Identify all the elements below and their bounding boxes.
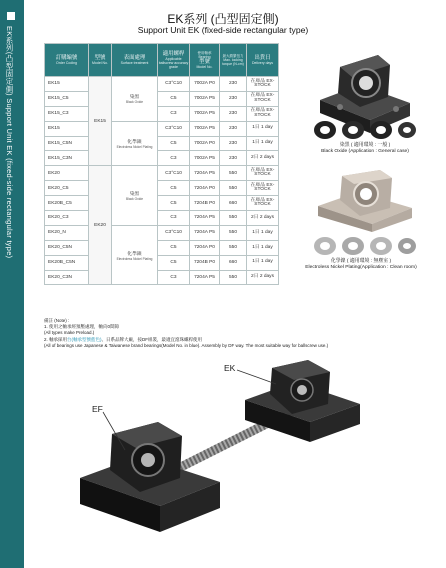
treatment-nickel-20: 化學鎳 Electroless Nickel Plating: [112, 225, 158, 285]
table-row: EK15 化學鎳 Electroless Nickel Plating C3°C10 7002A P5 230 1日 1 day: [45, 121, 279, 136]
header-order: 訂購編號 Order Coding: [45, 44, 89, 77]
treatment-nickel-15: 化學鎳 Electroless Nickel Plating: [112, 121, 158, 166]
black-rings-image: [303, 118, 427, 142]
table-row: EK15_C5N C5 7002A P0 230 1日 1 day: [45, 136, 279, 151]
sidebar: [0, 0, 24, 568]
label-ef: EF: [92, 404, 103, 414]
page-subtitle: Support Unit EK (fixed-side rectangular type): [137, 25, 309, 35]
table-row: EK20_C3N C3 7204A P5 550 2日 2 days: [45, 270, 279, 285]
header-grade: 適用螺桿 Applicable ballscrew accuracy grade: [158, 44, 190, 77]
header-force: 最大鎖緊扭力 Max. locking torque (N-cm): [220, 44, 247, 77]
table-row: EK15 EK15 染黑 Black Oxide C3°C10 7002A P0 230 在庫品 EX-STOCK: [45, 77, 279, 92]
treatment-black-20: 染黑 Black Oxide: [112, 166, 158, 226]
spec-table: [44, 43, 279, 285]
page-title: EK系列 (凸型固定側): [167, 12, 279, 26]
nickel-rings-image: [303, 234, 427, 258]
header-model: 型號 Model No.: [89, 44, 112, 77]
table-row: EK20B_C5 C5 7204B P0 660 在庫品 EX-STOCK: [45, 196, 279, 211]
header-bearing-model: 使用軸承 Bearing 型號 Model No.: [190, 44, 220, 77]
table-row: EK20 EK20 染黑 Black Oxide C3°C10 7204A P5 550 在庫品 EX-STOCK: [45, 166, 279, 181]
table-row: EK15_C3 C3 7002A P5 230 在庫品 EX-STOCK: [45, 106, 279, 121]
header-delivery: 出貨日 Delivery days: [247, 44, 279, 77]
table-row: EK20_C3 C3 7204A P5 550 2日 2 days: [45, 211, 279, 226]
caption-nickel: 化學鎳 ( 適用環境 : 無塵室 ) Electroless Nickel Plating(Application : Clean room): [305, 259, 417, 270]
table-row: EK20_N 化學鎳 Electroless Nickel Plating C3°C10 7204A P5 550 1日 1 day: [45, 225, 279, 240]
sidebar-text: EK系列(凸型固定側) Support Unit EK (fixed-side rectangular type): [5, 26, 14, 259]
assembly-illustration: [40, 360, 390, 560]
table-row: EK20_C5 C5 7204A P0 550 在庫品 EX-STOCK: [45, 181, 279, 196]
model-ek20: EK20: [89, 166, 112, 285]
caption-black: 染黑 ( 適用環境 : 一般 ) Black Oxide (Application : General case): [321, 143, 409, 154]
table-row: EK15_C3N C3 7002A P5 230 2日 2 days: [45, 151, 279, 166]
notes: 備註 (Note) : 1. 使用之軸承經預壓處理，軸向0間隙 (All types make Preload.) 2. 軸承採用台(軸承型號藍色)、日系品牌大廠，按DF組裝，最適宜滾珠螺桿使用 (All of bearings use Japanese & Taiwanese brand bearings(Model No. in blue). Assembly by DF way. The most suitable way for ballscrew use.): [44, 318, 434, 349]
table-row: EK20_C5N C5 7204A P0 550 1日 1 day: [45, 240, 279, 255]
table-row: EK15_C5 C5 7002A P5 230 在庫品 EX-STOCK: [45, 91, 279, 106]
table-row: EK20B_C5N C5 7204B P0 660 1日 1 day: [45, 255, 279, 270]
header-surface: 表面處理 Surface treatment: [112, 44, 158, 77]
nickel-unit-image: [300, 170, 430, 232]
label-ek: EK: [224, 363, 236, 373]
treatment-black-15: 染黑 Black Oxide: [112, 77, 158, 122]
note-2: 2. 軸承採用台(軸承型號藍色)、日系品牌大廠，按DF組裝，最適宜滾珠螺桿使用: [44, 336, 203, 342]
model-ek15: EK15: [89, 77, 112, 166]
